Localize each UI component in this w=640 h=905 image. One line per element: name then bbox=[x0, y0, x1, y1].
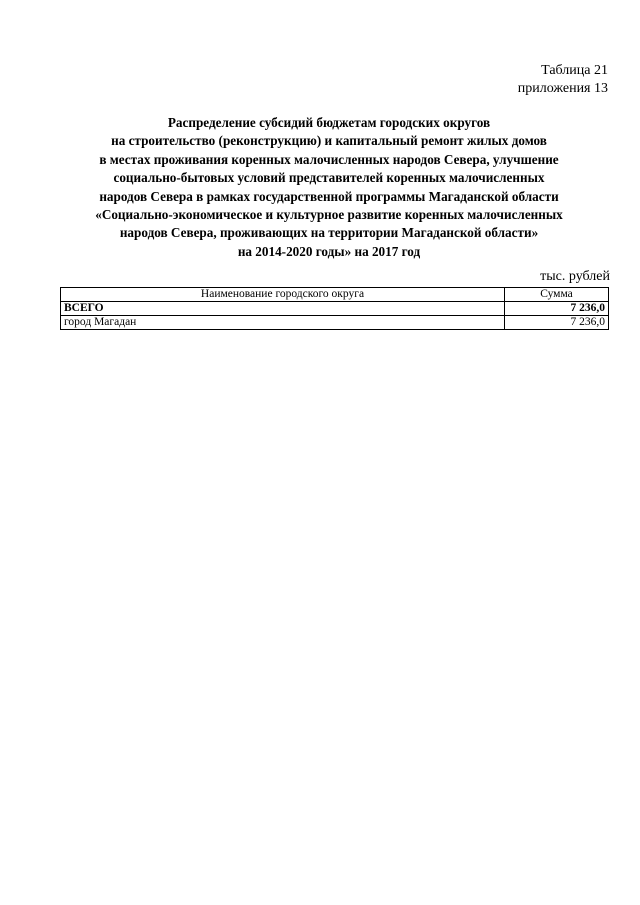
column-header-name: Наименование городского округа bbox=[61, 288, 505, 302]
appendix-number: приложения 13 bbox=[517, 81, 608, 96]
table-row bbox=[61, 316, 609, 330]
title-line: народов Севера, проживающих на территории Магаданской области» bbox=[119, 225, 539, 241]
title-line: Распределение субсидий бюджетам городских округов bbox=[167, 115, 491, 130]
district-name: город Магадан bbox=[61, 316, 505, 330]
title-line: в местах проживания коренных малочисленных народов Севера, улучшение bbox=[99, 151, 559, 167]
title-line: народов Севера в рамках государственной программы Магаданской области bbox=[99, 188, 559, 204]
table-number: Таблица 21 bbox=[541, 63, 608, 78]
table-reference bbox=[518, 62, 608, 98]
table-header-row bbox=[61, 288, 609, 302]
title-line: на 2014-2020 годы» на 2017 год bbox=[237, 243, 421, 259]
subsidy-table bbox=[60, 287, 609, 330]
total-row bbox=[61, 302, 609, 316]
unit-label: тыс. рублей bbox=[540, 269, 610, 284]
district-amount: 7 236,0 bbox=[505, 316, 609, 330]
document-title bbox=[52, 114, 606, 261]
title-line: социально-бытовых условий представителей коренных малочисленных bbox=[113, 170, 545, 186]
title-line: «Социально-экономическое и культурное развитие коренных малочисленных bbox=[95, 207, 563, 223]
title-line: на строительство (реконструкцию) и капитальный ремонт жилых домов bbox=[111, 133, 547, 149]
total-label: ВСЕГО bbox=[61, 302, 505, 316]
column-header-amount: Сумма bbox=[505, 288, 609, 302]
total-amount: 7 236,0 bbox=[505, 302, 609, 316]
